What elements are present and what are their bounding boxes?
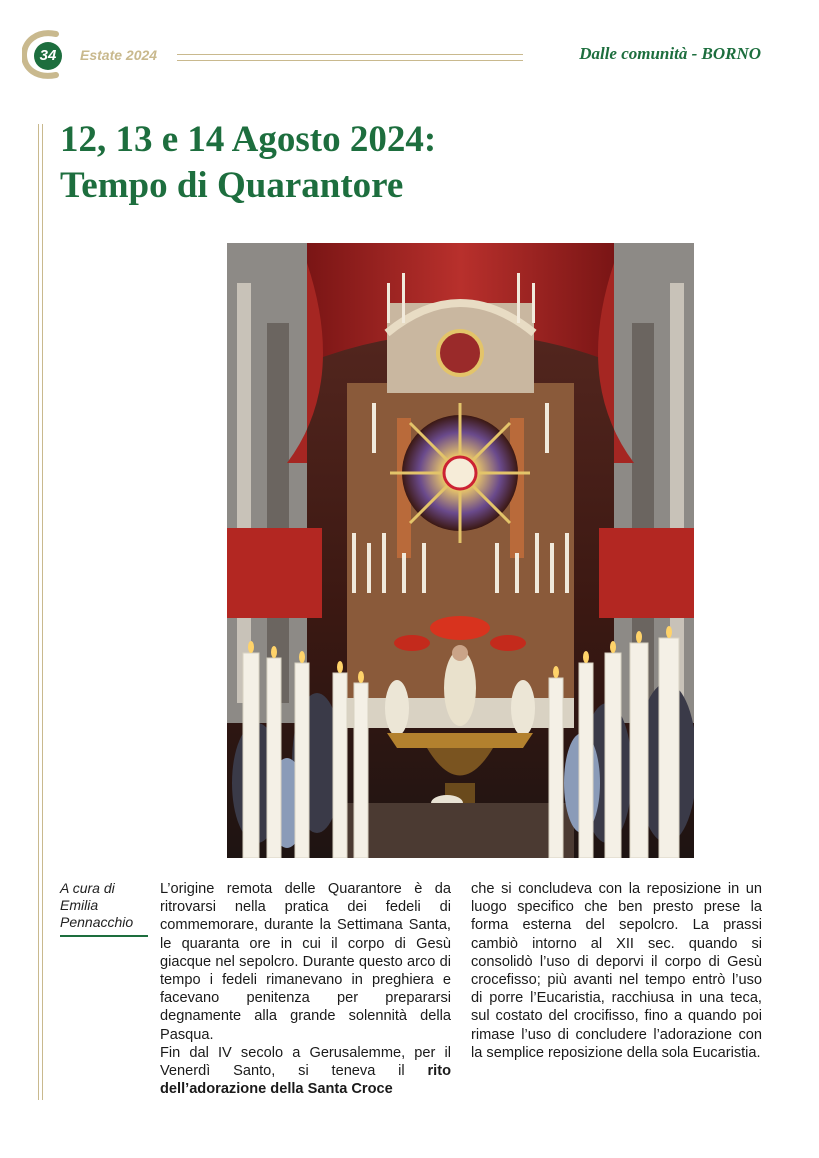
paragraph-2-bold: rito dell’adorazione della Santa Croce [160,1063,451,1098]
body-column-2 [471,880,762,1062]
paragraph-3: che si concludeva con la reposizione in un luogo specifico che ben presto prese la forma esterna del sepolcro. La prassi cambiò intorno al XII sec. quando si consolidò l’uso di deporvi il corpo di Gesù crocefisso; più avanti nel tempo entrò l’uso di porre l’Eucaristia, racchiusa in una teca, sul costato del crocifisso, fino a quando poi rimase l’uso di concludere l’adorazione con la semplice reposizione della sola Eucaristia. [471,881,762,1061]
title-line-1: 12, 13 e 14 Agosto 2024: [60,119,437,160]
paragraph-1: L’origine remota delle Quarantore è da ritrovarsi nella pratica dei fedeli di commemorare, durante la Settimana Santa, le quaranta ore in cui il corpo di Gesù giacque nel sepolcro. Durante questo arco di tempo i fedeli rimanevano in preghiera e facevano penitenza per prepararsi degnamente alla grande solennità della Pasqua. [160,881,451,1043]
byline [60,880,152,931]
page-number: 34 [34,42,62,70]
paragraph-2 [160,1044,451,1099]
article-title [60,117,760,209]
byline-underline [60,935,148,937]
byline-line-2: Emilia [60,897,99,913]
title-line-2: Tempo di Quarantore [60,165,404,206]
byline-line-1: A cura di [60,880,115,896]
left-margin-rule [38,124,43,1100]
issue-label: Estate 2024 [80,47,158,63]
altar-photo [227,243,694,858]
body-column-1 [160,880,451,1098]
byline-line-3: Pennacchio [60,914,134,930]
header-rule [177,54,523,61]
paragraph-2-text: Fin dal IV secolo a Gerusalemme, per il Venerdì Santo, si teneva il [160,1044,451,1080]
section-title: Dalle comunità - BORNO [579,44,761,63]
